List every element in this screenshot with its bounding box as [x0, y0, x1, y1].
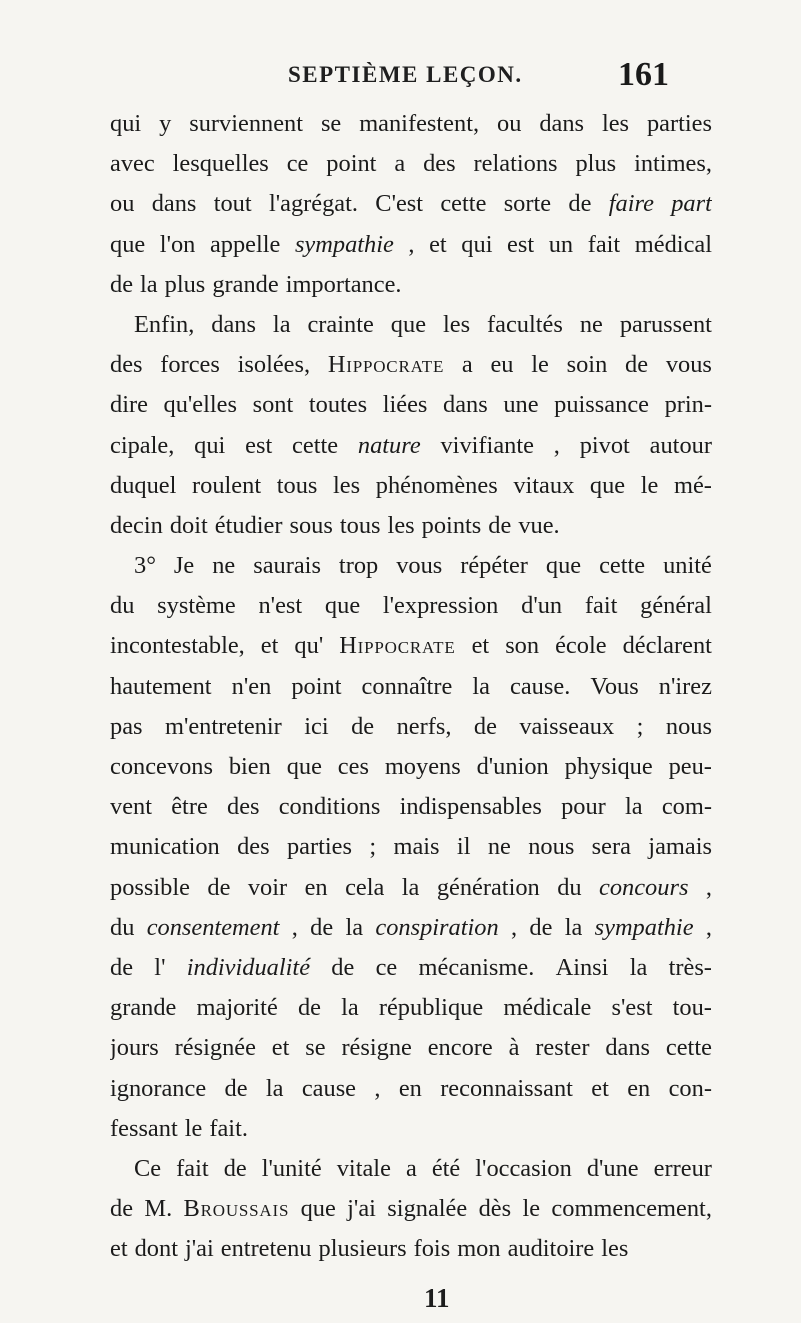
word: la [625, 793, 643, 821]
text-line [110, 225, 712, 265]
word: que [589, 471, 626, 499]
word: fait [176, 1154, 209, 1182]
word: fait [587, 230, 621, 258]
word: ne [487, 833, 511, 861]
word: con- [668, 1074, 712, 1102]
word: pour [561, 793, 606, 821]
word: j'ai [184, 1235, 214, 1263]
word: les [333, 471, 361, 499]
word: un [548, 230, 574, 258]
word: nature [357, 431, 421, 459]
word: sympathie [294, 230, 394, 258]
word: eu [490, 351, 514, 379]
text-line [110, 948, 712, 988]
word: points [421, 511, 482, 539]
word: déclarent [622, 632, 712, 660]
word: cause. [510, 672, 571, 700]
word: , [510, 913, 518, 941]
text-line [110, 184, 712, 224]
word: et [591, 1074, 609, 1102]
word: , [374, 1074, 381, 1102]
word: point [291, 672, 342, 700]
word: médical [634, 230, 712, 258]
word: en [398, 1074, 422, 1102]
text-line [110, 1189, 712, 1229]
word: lesquelles [172, 150, 269, 178]
word: répéter [460, 552, 528, 580]
word: peu- [668, 753, 712, 780]
word: grande [212, 270, 279, 298]
text-line [110, 1149, 712, 1189]
word: pivot [579, 431, 630, 459]
word: le [522, 1195, 541, 1223]
word: il [456, 833, 471, 861]
word: de [625, 351, 649, 379]
word: toutes [308, 391, 368, 419]
word: bien [228, 753, 271, 780]
word: com- [661, 793, 712, 821]
word: possible [110, 873, 190, 901]
paragraph [110, 546, 712, 1149]
word: de [223, 1154, 247, 1182]
word: le [640, 471, 659, 499]
word: facultés [487, 310, 563, 338]
page-header [0, 58, 801, 102]
word: la [265, 1074, 284, 1102]
word: point [326, 150, 377, 178]
word: isolées, [237, 351, 311, 379]
word: l'agrégat. [268, 190, 358, 218]
word: ou [110, 190, 135, 218]
word: tous [276, 471, 318, 499]
word: de [351, 712, 375, 740]
word: j'ai [347, 1195, 376, 1223]
word: soin [566, 351, 608, 379]
word: cela [345, 873, 385, 901]
word: vaisseaux [519, 712, 615, 740]
word: mé- [673, 471, 712, 499]
word: de [529, 913, 553, 941]
word: en [627, 1074, 651, 1102]
word: fait. [209, 1114, 248, 1142]
word: vue. [518, 511, 560, 539]
text-line [110, 667, 712, 707]
word: qu'elles [163, 391, 237, 419]
word: autour [649, 431, 712, 459]
word: indispensables [399, 793, 542, 821]
text-line [110, 385, 712, 425]
text-line [110, 827, 712, 867]
word: d'un [521, 592, 563, 620]
word: la [140, 270, 158, 298]
word: des [110, 351, 143, 379]
word: nous [665, 712, 712, 740]
word: dès [478, 1195, 512, 1223]
word: de [110, 270, 134, 298]
word: la [564, 913, 583, 941]
word: vitale [336, 1154, 391, 1182]
word: sont [252, 391, 294, 419]
word: et [429, 230, 447, 258]
word: a [405, 1154, 417, 1182]
word: que [545, 552, 582, 580]
word: concours [599, 873, 689, 901]
word: fois [413, 1235, 451, 1263]
word: été [431, 1154, 461, 1182]
word: qu' [294, 632, 324, 660]
word: les [601, 1235, 629, 1263]
word: Hippocrate [327, 351, 445, 379]
word: le [531, 351, 549, 379]
word: n'est [258, 592, 303, 620]
paragraph [110, 1149, 712, 1270]
word: que [110, 230, 146, 258]
word: dans [443, 391, 488, 419]
word: sous [289, 511, 333, 539]
word: des [423, 150, 456, 178]
word: 3° [134, 552, 156, 580]
word: tout [213, 190, 252, 218]
word: cette [599, 552, 646, 580]
word: roulent [192, 471, 262, 499]
word: auditoire [507, 1235, 595, 1263]
text-line [110, 707, 712, 747]
word: dont [134, 1235, 178, 1263]
text-line [110, 586, 712, 626]
word: de [297, 994, 321, 1022]
word: d'union [476, 753, 549, 780]
word: d'une [586, 1154, 639, 1182]
text-line [110, 305, 712, 345]
word: connaître [361, 672, 453, 700]
word: que [300, 1195, 336, 1223]
word: surviennent [189, 110, 304, 137]
word: faire [608, 190, 654, 218]
word: Ce [134, 1154, 162, 1182]
word: duquel [110, 471, 177, 499]
word: et [110, 1235, 128, 1263]
text-line [110, 265, 712, 305]
word: C'est [375, 190, 424, 218]
word: fessant [110, 1114, 178, 1142]
word: qui [194, 431, 226, 459]
word: les [601, 110, 630, 137]
word: ; [369, 833, 377, 861]
word: Hippocrate [339, 632, 456, 660]
text-line [110, 747, 712, 787]
word: du [110, 913, 135, 941]
word: n'en [231, 672, 272, 700]
text-line [110, 466, 712, 506]
word: la [472, 672, 490, 700]
word: manifestent, [359, 110, 480, 137]
word: , [705, 873, 712, 901]
word: cause [301, 1074, 357, 1102]
text-line [110, 1069, 712, 1109]
word: vous [665, 351, 712, 379]
word: mécanisme. [418, 953, 535, 981]
word: moyens [384, 753, 461, 780]
word: plusieurs [318, 1235, 407, 1263]
word: que [286, 753, 322, 780]
word: ; [636, 712, 644, 740]
word: résignée [174, 1034, 256, 1062]
word: génération [436, 873, 540, 901]
word: cipale, [110, 431, 175, 459]
word: erreur [653, 1154, 712, 1182]
word: du [557, 873, 582, 901]
word: est [245, 431, 273, 459]
word: cette [440, 190, 487, 218]
word: concevons [110, 753, 213, 780]
word: saurais [253, 552, 321, 580]
word: plus [164, 270, 206, 298]
word: relations [473, 150, 558, 178]
text-line [110, 1109, 712, 1149]
word: de [331, 953, 355, 981]
word: liées [382, 391, 428, 419]
running-head: SEPTIÈME LEÇON. [288, 62, 523, 87]
word: a [461, 351, 473, 379]
word: munication [110, 833, 220, 861]
body-text [110, 104, 712, 1269]
text-line [110, 506, 712, 546]
word: les [387, 511, 415, 539]
word: est [507, 230, 535, 258]
word: de [110, 1195, 134, 1223]
word: , [408, 230, 415, 258]
word: Enfin, [134, 310, 195, 338]
word: s'est [611, 994, 653, 1022]
word: jours [110, 1034, 159, 1062]
word: et [471, 632, 490, 660]
word: dans [605, 1034, 651, 1062]
word: forces [160, 351, 220, 379]
word: des [227, 793, 260, 821]
word: et [271, 1034, 290, 1062]
word: appelle [209, 230, 281, 258]
word: la [401, 873, 420, 901]
word: en [304, 873, 328, 901]
word: physique [564, 753, 653, 780]
word: république [378, 994, 484, 1022]
word: nous [528, 833, 575, 861]
word: parussent [619, 310, 712, 338]
text-line [110, 908, 712, 948]
word: hautement [110, 672, 212, 700]
word: tous [339, 511, 381, 539]
word: Je [173, 552, 195, 580]
word: incontestable, [110, 632, 245, 660]
word: decin [110, 511, 163, 539]
word: se [305, 1034, 326, 1062]
word: M. [144, 1195, 173, 1223]
word: rester [535, 1034, 590, 1062]
word: l' [154, 953, 166, 981]
word: que [324, 592, 361, 620]
word: médicale [503, 994, 592, 1022]
word: cette [292, 431, 339, 459]
paragraph [110, 305, 712, 546]
word: de [224, 1074, 248, 1102]
word: prin- [664, 391, 712, 419]
word: doit [169, 511, 208, 539]
word: parties [646, 110, 712, 137]
word: ici [304, 712, 329, 740]
word: dans [151, 190, 197, 218]
word: vent [110, 793, 152, 821]
word: conditions [278, 793, 381, 821]
word: reconnaissant [440, 1074, 573, 1102]
word: dans [211, 310, 256, 338]
word: intimes, [634, 150, 712, 178]
word: étudier [214, 511, 283, 539]
word: de [110, 953, 134, 981]
word: , [291, 913, 298, 941]
text-line [110, 546, 712, 586]
word: , [553, 431, 560, 459]
word: phénomènes [375, 471, 498, 499]
word: l'unité [261, 1154, 322, 1182]
word: à [508, 1034, 520, 1062]
text-line [110, 426, 712, 466]
word: puissance [554, 391, 649, 419]
word: qui [110, 110, 142, 137]
word: y [159, 110, 172, 137]
word: consentement [146, 913, 280, 941]
word: vous [396, 552, 443, 580]
word: le [184, 1114, 203, 1142]
word: de [473, 712, 497, 740]
word: ce [286, 150, 309, 178]
word: voir [247, 873, 288, 901]
word: ignorance [110, 1074, 207, 1102]
word: des [237, 833, 270, 861]
word: trop [338, 552, 379, 580]
word: crainte [307, 310, 374, 338]
word: fait [584, 592, 618, 620]
word: une [503, 391, 539, 419]
word: n'irez [658, 672, 712, 700]
word: que [390, 310, 427, 338]
word: jamais [648, 833, 712, 861]
word: dans [539, 110, 585, 137]
word: parties [286, 833, 352, 861]
word: et [260, 632, 279, 660]
word: son [505, 632, 540, 660]
word: école [555, 632, 607, 660]
word: ces [337, 753, 369, 780]
word: ou [497, 110, 522, 137]
page-number: 161 [618, 56, 669, 93]
word: être [171, 793, 208, 821]
word: ne [579, 310, 603, 338]
word: commencement, [551, 1195, 712, 1223]
word: dire [110, 391, 148, 419]
word: entretenu [220, 1235, 312, 1263]
paragraph [110, 104, 712, 305]
word: sera [591, 833, 631, 861]
word: nerfs, [396, 712, 452, 740]
text-line [110, 345, 712, 385]
word: , [705, 913, 712, 941]
word: plus [575, 150, 617, 178]
word: grande [110, 994, 177, 1022]
text-line [110, 787, 712, 827]
signature-mark: 11 [424, 1283, 450, 1313]
word: résigne [341, 1034, 412, 1062]
word: pas [110, 712, 143, 740]
word: encore [427, 1034, 493, 1062]
word: tou- [672, 994, 712, 1022]
word: l'occasion [475, 1154, 572, 1182]
word: majorité [196, 994, 278, 1022]
word: sorte [503, 190, 552, 218]
word: la [345, 913, 364, 941]
text-line [110, 626, 712, 666]
word: la [341, 994, 359, 1022]
word: m'entretenir [164, 712, 282, 740]
word: de [310, 913, 334, 941]
word: Broussais [183, 1195, 290, 1223]
word: ce [375, 953, 398, 981]
word: a [394, 150, 406, 178]
word: qui [461, 230, 493, 258]
word: se [320, 110, 342, 137]
text-line [110, 1229, 712, 1269]
word: vitaux [513, 471, 575, 499]
text-line [110, 868, 712, 908]
word: individualité [186, 953, 311, 981]
word: sympathie [594, 913, 694, 941]
word: du [110, 592, 135, 620]
word: mais [393, 833, 440, 861]
text-line [110, 144, 712, 184]
word: les [442, 310, 471, 338]
word: de [488, 511, 512, 539]
word: part [671, 190, 712, 218]
word: unité [663, 552, 712, 580]
word: très- [668, 953, 712, 981]
word: système [157, 592, 236, 620]
word: la [629, 953, 648, 981]
text-line [110, 1028, 712, 1068]
word: la [272, 310, 291, 338]
word: général [640, 592, 712, 620]
word: l'on [159, 230, 196, 258]
text-line [110, 104, 712, 144]
word: importance. [285, 270, 402, 298]
word: de [207, 873, 231, 901]
word: Vous [590, 672, 639, 700]
word: Ainsi [555, 953, 609, 981]
text-line [110, 988, 712, 1028]
word: signalée [387, 1195, 468, 1223]
word: l'expression [382, 592, 499, 620]
word: de [568, 190, 592, 218]
word: vivifiante [440, 431, 534, 459]
word: cette [665, 1034, 712, 1062]
word: ne [212, 552, 236, 580]
word: avec [110, 150, 155, 178]
word: mon [457, 1235, 501, 1263]
word: conspiration [375, 913, 499, 941]
